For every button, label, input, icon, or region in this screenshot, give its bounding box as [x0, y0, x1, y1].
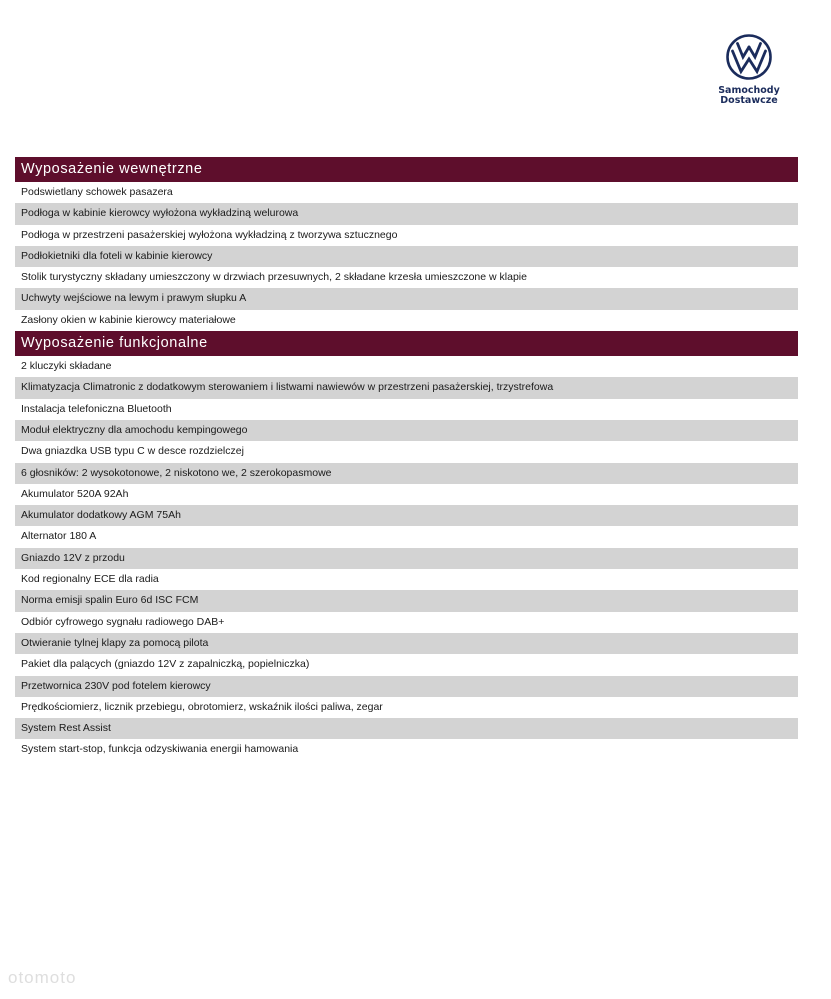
list-item: Alternator 180 A: [21, 530, 97, 543]
list-item: 2 kluczyki składane: [21, 360, 112, 373]
section-header: Wyposażenie wewnętrzne: [15, 157, 798, 182]
list-item: Uchwyty wejściowe na lewym i prawym słupku A: [15, 288, 798, 309]
list-item: Podłoga w kabinie kierowcy wyłożona wykładziną welurowa: [15, 203, 798, 224]
list-item: Podłoga w przestrzeni pasażerskiej wyłożona wykładziną z tworzywa sztucznego: [21, 228, 398, 241]
list-item: Podswietlany schowek pasazera: [21, 186, 173, 198]
section-header: Wyposażenie funkcjonalne: [15, 331, 798, 356]
list-item: Instalacja telefoniczna Bluetooth: [21, 402, 172, 415]
list-item: Kod regionalny ECE dla radia: [21, 573, 159, 586]
watermark: otomoto: [8, 968, 77, 987]
list-item: Otwieranie tylnej klapy za pomocą pilota: [15, 633, 798, 654]
equipment-list: [15, 157, 798, 761]
list-item: Stolik turystyczny składany umieszczony w drzwiach przesuwnych, 2 składane krzesła umieszczone w klapie: [21, 271, 527, 284]
list-item: Norma emisji spalin Euro 6d ISC FCM: [15, 590, 798, 611]
list-item: System start-stop, funkcja odzyskiwania energii hamowania: [21, 743, 299, 756]
list-item: 6 głosników: 2 wysokotonowe, 2 niskotono we, 2 szerokopasmowe: [15, 463, 798, 484]
brand-logo: [716, 34, 782, 106]
list-item: Akumulator dodatkowy AGM 75Ah: [15, 505, 798, 526]
list-item: Odbiór cyfrowego sygnału radiowego DAB+: [21, 615, 225, 628]
list-item: Moduł elektryczny dla amochodu kempingowego: [15, 420, 798, 441]
brand-name: [716, 86, 782, 106]
list-item: Przetwornica 230V pod fotelem kierowcy: [15, 676, 798, 697]
brand-name-line2: Dostawcze: [720, 95, 778, 106]
list-item: System Rest Assist: [15, 718, 798, 739]
list-item: Podłokietniki dla foteli w kabinie kierowcy: [15, 246, 798, 267]
list-item: Gniazdo 12V z przodu: [15, 548, 798, 569]
list-item: Pakiet dla palących (gniazdo 12V z zapalniczką, popielniczka): [21, 658, 310, 671]
list-item: Akumulator 520A 92Ah: [21, 487, 129, 500]
list-item: Dwa gniazdka USB typu C w desce rozdzielczej: [21, 445, 244, 458]
vw-logo-icon: [726, 34, 772, 80]
list-item: Prędkościomierz, licznik przebiegu, obrotomierz, wskaźnik ilości paliwa, zegar: [21, 700, 383, 713]
list-item: Zasłony okien w kabinie kierowcy materiałowe: [21, 313, 236, 326]
brand-name-line1: Samochody: [718, 85, 780, 96]
list-item: Klimatyzacja Climatronic z dodatkowym sterowaniem i listwami nawiewów w przestrzeni pasażerskiej, trzystrefowa: [15, 377, 798, 398]
